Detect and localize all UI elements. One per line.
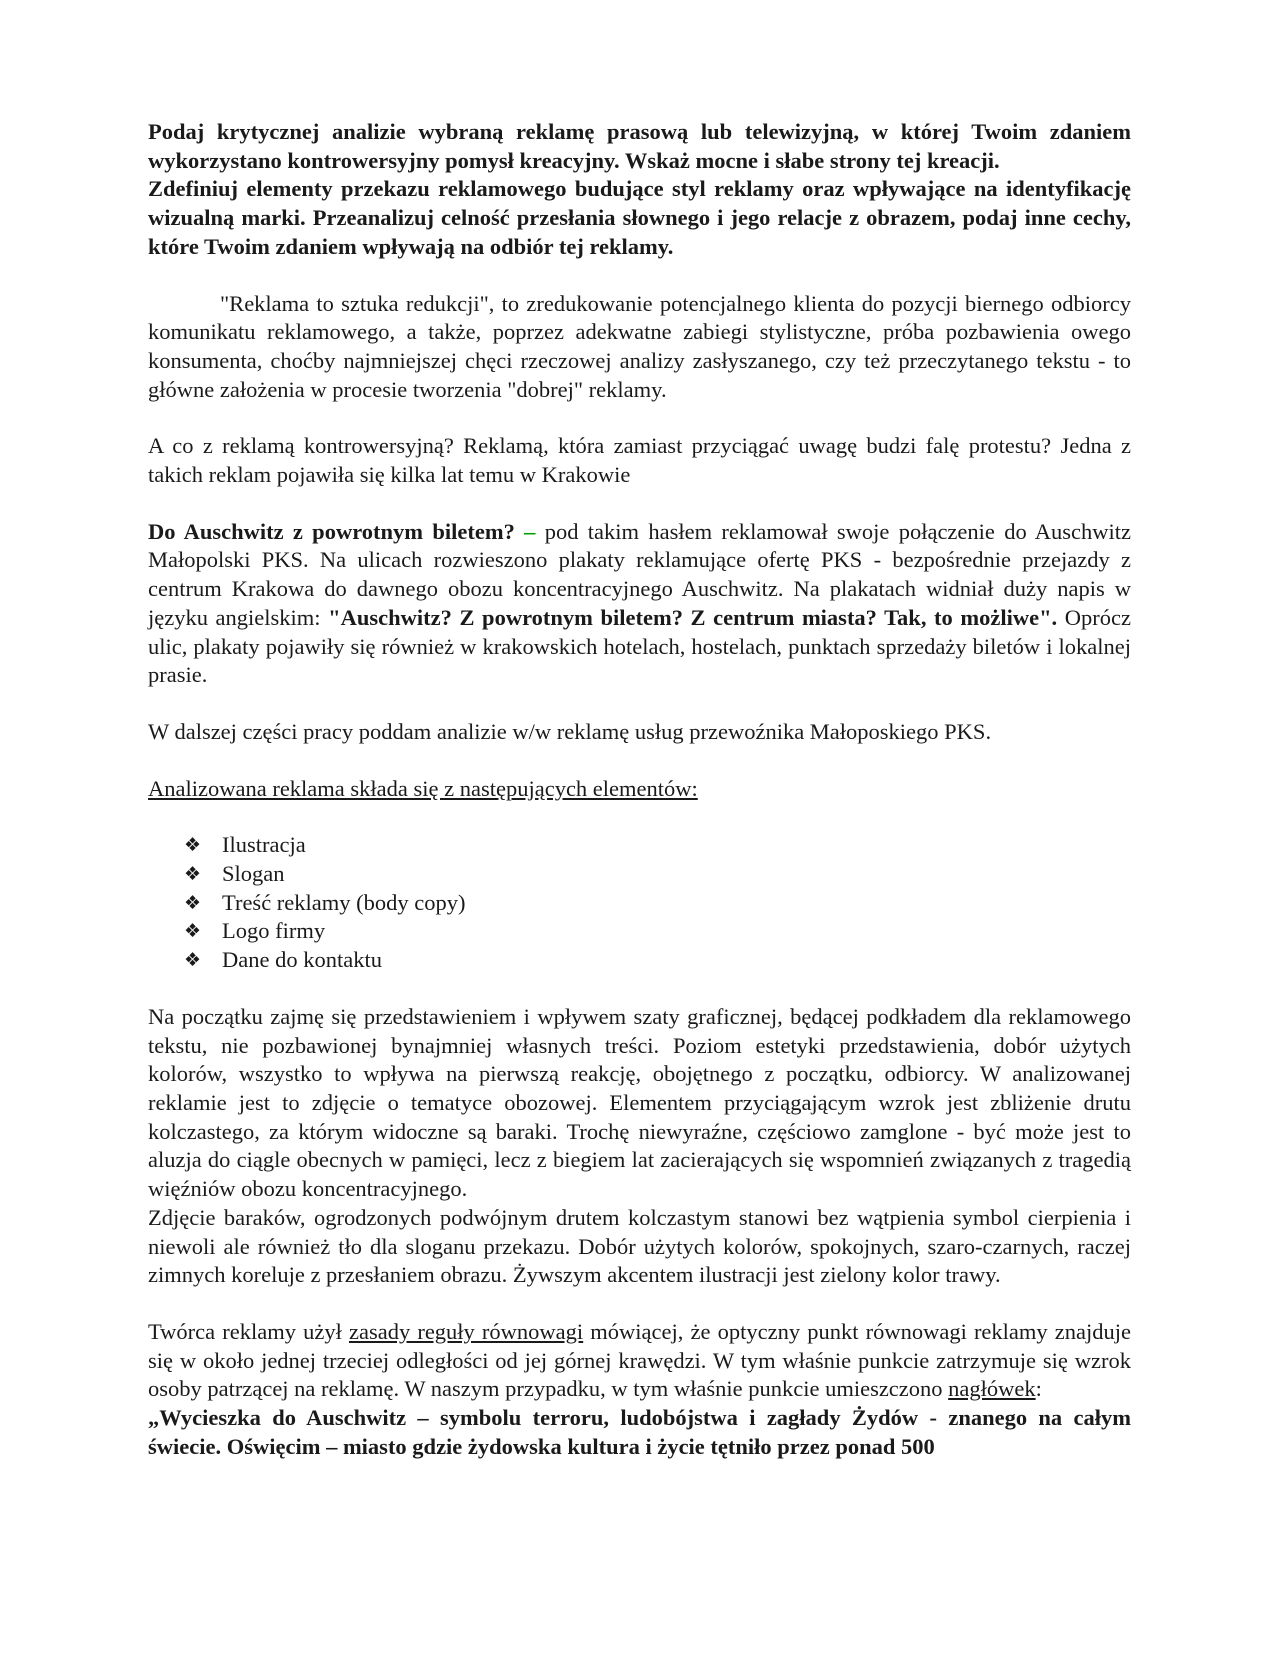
list-item: ❖ Treść reklamy (body copy) xyxy=(184,889,1131,918)
green-dash: – xyxy=(514,518,545,544)
further-paragraph: W dalszej części pracy poddam analizie w/w reklamę usług przewoźnika Małoposkiego PKS. xyxy=(148,718,992,744)
balance-paragraph: Twórca reklamy użył zasady reguły równowagi mówiącej, że optyczny punkt równowagi reklamy znajduje się w około jednej trzeciej odległości od jej górnej krawędzi. W tym właśnie punkcie zatrzymuje się wzrok osoby patrzącej na reklamę. W naszym przypadku, w tym właśnie punkcie umieszczono nagłówek: xyxy=(148,1318,1132,1402)
balance-rule-term: zasady reguły równowagi xyxy=(348,1318,584,1344)
elements-list xyxy=(148,831,1131,975)
document-page xyxy=(148,118,1131,1461)
list-item: ❖ Dane do kontaktu xyxy=(184,946,1131,975)
diamond-bullet-icon: ❖ xyxy=(184,920,202,943)
headline-term: nagłówek xyxy=(948,1376,1036,1402)
list-item: ❖ Slogan xyxy=(184,860,1131,889)
diamond-bullet-icon: ❖ xyxy=(184,863,202,886)
intro-paragraph: "Reklama to sztuka redukcji", to zredukowanie potencjalnego klienta do pozycji biernego odbiorcy komunikatu reklamowego, a także, poprzez adekwatne zabiegi stylistyczne, próba pozbawienia owego konsumenta, choćby najmniejszej chęci rzeczowej analizy zasłyszanego, czy też przeczytanego tekstu - to główne założenia w procesie tworzenia "dobrej" reklamy. xyxy=(148,290,1131,402)
ad-description: pod takim hasłem reklamował swoje połączenie do Auschwitz Małopolski PKS. Na ulicach rozwieszono plakaty reklamujące ofertę PKS - bezpośrednie przejazdy z centrum Krakowa do dawnego obozu koncentracyjnego Auschwitz. Na plakatach widniał duży napis w języku angielskim: xyxy=(148,518,1132,630)
graphics-paragraph: Na początku zajmę się przedstawieniem i wpływem szaty graficznej, będącej podkładem dla reklamowego tekstu, nie pozbawionej bynajmniej własnych treści. Poziom estetyki przedstawienia, dobór użytych kolorów, wszystko to wpływa na pierwszą reakcję, obojętnego z początku, odbiorcy. W analizowanej reklamie jest to zdjęcie o tematyce obozowej. Elementem przyciągającym wzrok jest zbliżenie drutu kolczastego, za którym widoczne są baraki. Trochę niewyraźne, częściowo zamglone - być może jest to aluzja do ciągle obecnych w pamięci, lecz z biegiem lat zacierających się wspomnień związanych z tragedią więźniów obozu koncentracyjnego. xyxy=(148,1003,1131,1202)
task-part-2: Zdefiniuj elementy przekazu reklamowego budujące styl reklamy oraz wpływające na identyfikację wizualną marki. Przeanalizuj celność przesłania słownego i jego relacje z obrazem, podaj inne cechy, które Twoim zdaniem wpływają na odbiór tej reklamy. xyxy=(148,176,1131,259)
diamond-bullet-icon: ❖ xyxy=(184,834,202,857)
list-item: ❖ Logo firmy xyxy=(184,917,1131,946)
task-part-1: Podaj krytycznej analizie wybraną reklamę prasową lub telewizyjną, w której Twoim zdaniem wykorzystano kontrowersyjny pomysł kreacyjny. Wskaż mocne i słabe strony tej kreacji. xyxy=(148,119,1131,173)
ad-distribution: Oprócz ulic, plakaty pojawiły się również w krakowskich hotelach, hostelach, punktach sprzedaży biletów i lokalnej prasie. xyxy=(148,604,1131,688)
ad-quote: "Auschwitz? Z powrotnym biletem? Z centrum miasta? Tak, to możliwe". xyxy=(328,604,1058,630)
list-item: ❖ Ilustracja xyxy=(184,831,1131,860)
auschwitz-paragraph xyxy=(148,518,1131,690)
diamond-bullet-icon: ❖ xyxy=(184,891,202,914)
elements-heading: Analizowana reklama składa się z następujących elementów: xyxy=(148,775,698,801)
photo-paragraph: Zdjęcie baraków, ogrodzonych podwójnym drutem kolczastym stanowi bez wątpienia symbol cierpienia i niewoli ale również tło dla sloganu przekazu. Dobór użytych kolorów, spokojnych, szaro-czarnych, raczej zimnych koreluje z przesłaniem obrazu. Żywszym akcentem ilustracji jest zielony kolor trawy. xyxy=(148,1204,1131,1288)
ad-headline: Do Auschwitz z powrotnym biletem? xyxy=(148,518,515,544)
final-quote: „Wycieszka do Auschwitz – symbolu terroru, ludobójstwa i zagłady Żydów - znanego na całym świecie. Oświęcim – miasto gdzie żydowska kultura i życie tętniło przez ponad 500 xyxy=(148,1405,1131,1459)
question-paragraph: A co z reklamą kontrowersyjną? Reklamą, która zamiast przyciągać uwagę budzi falę protestu? Jedna z takich reklam pojawiła się kilka lat temu w Krakowie xyxy=(148,433,1131,488)
diamond-bullet-icon: ❖ xyxy=(184,949,202,972)
